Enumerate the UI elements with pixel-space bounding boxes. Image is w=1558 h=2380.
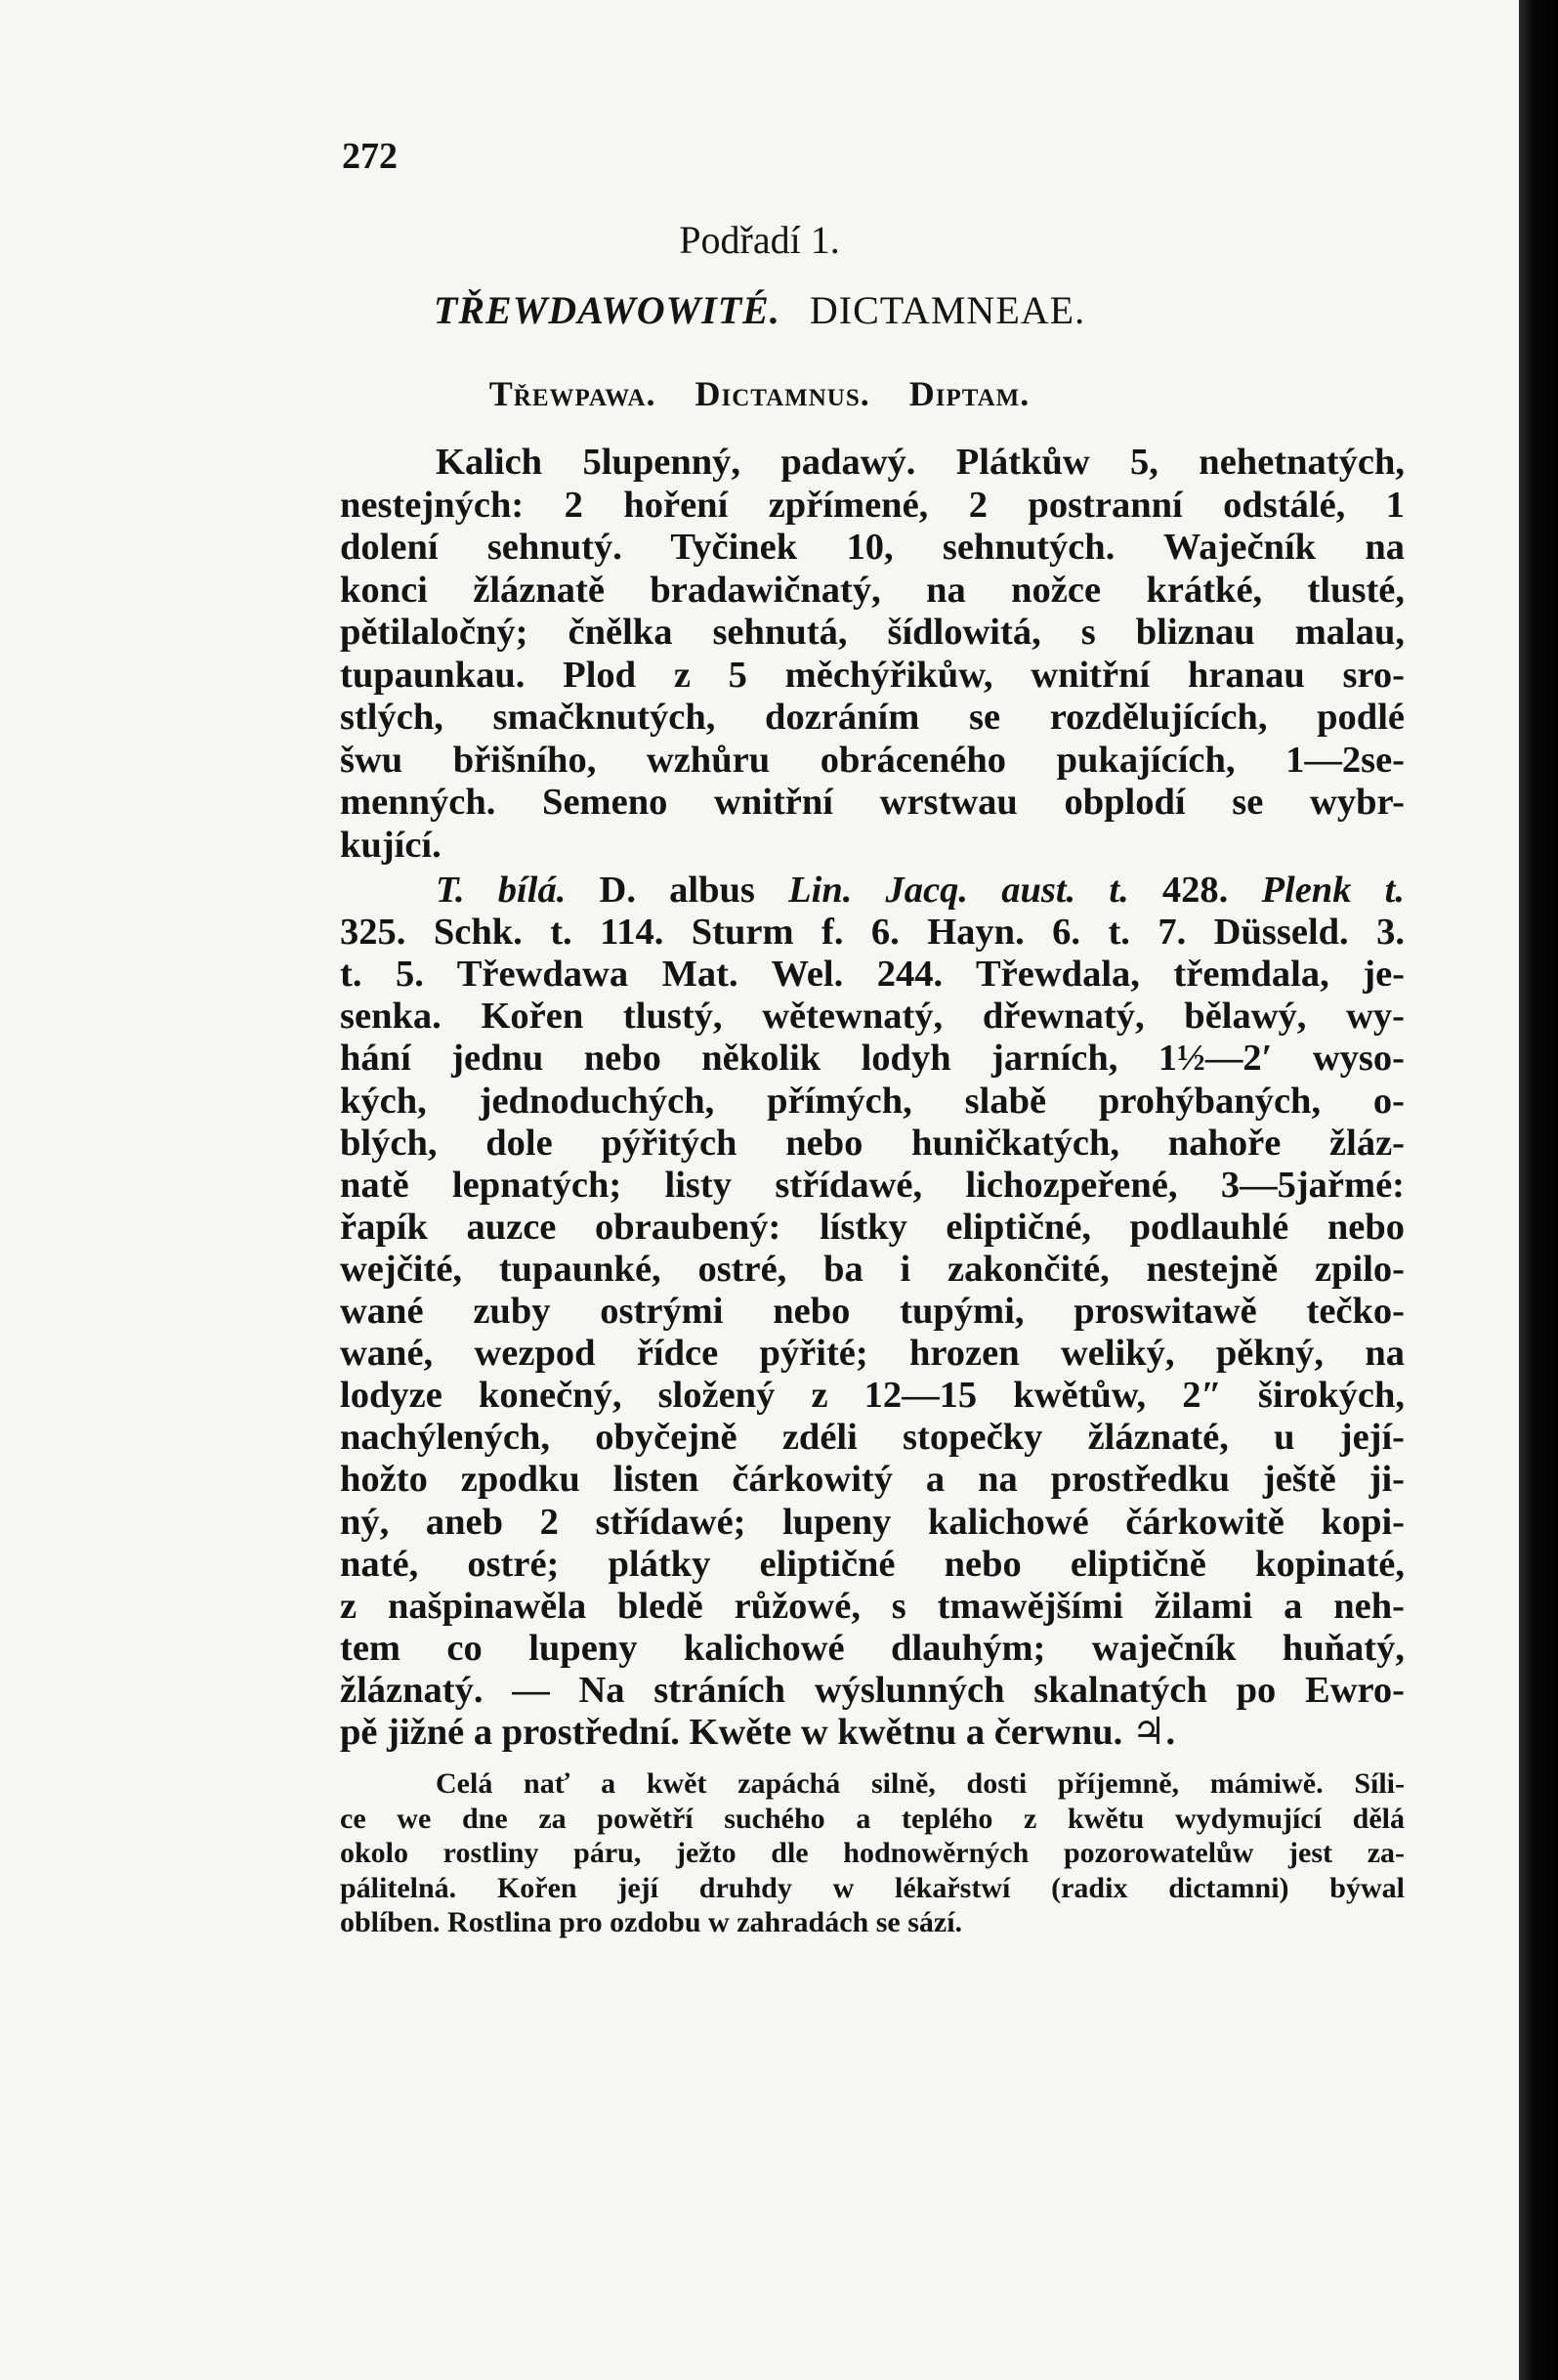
text-line: ný, aneb 2 střídawé; lupeny kalichowé čárkowitě kopi- [340,1501,1405,1543]
text-line: žláznatý. — Na stráních wýslunných skalnatých po Ewro- [340,1669,1405,1711]
text-line: senka. Kořen tlustý, wětewnatý, dřewnatý, bělawý, wy- [340,996,1405,1038]
text-line: menných. Semeno wnitřní wrstwau obplodí se wybr- [340,782,1405,823]
text-line: kující. [340,824,442,866]
text-line: wané zuby ostrými nebo tupými, proswitawě tečko- [340,1291,1405,1332]
text-line: naté, ostré; plátky eliptičné nebo eliptičně kopinaté, [340,1543,1405,1585]
text-line: dolení sehnutý. Tyčinek 10, sehnutých. Waječník na [340,527,1405,568]
text-line: wané, wezpod řídce pýřité; hrozen weliký, pěkný, na [340,1333,1405,1375]
text-line: řapík auzce obraubený: lístky eliptičné, podlauhlé nebo [340,1206,1405,1248]
text-line: tupaunkau. Plod z 5 měchýřikůw, wnitřní hranau sro- [340,654,1405,696]
note-line: Celá nať a kwět zapáchá silně, dosti příjemně, mámiwě. Síli- [436,1767,1405,1800]
note-line: okolo rostliny páru, ježto dle hodnowěrných pozorowatelůw jest za- [340,1837,1405,1869]
text-line: konci žláznatě bradawičnatý, na nožce krátké, tlusté, [340,569,1405,611]
genus-latin-name: Dictamnus. [695,374,870,413]
note-line: pálitelná. Kořen její druhdy w lékařstwí (radix dictamni) býwal [340,1871,1405,1904]
text-line: T. bílá. D. albus Lin. Jacq. aust. t. 428. Plenk t. [436,870,1405,911]
text-line: Kalich 5lupenný, padawý. Plátkůw 5, nehetnatých, [436,442,1405,483]
family-latin-name: DICTAMNEAE. [809,288,1086,332]
footnote [340,1766,1405,1942]
text-line: hání jednu nebo několik lodyh jarních, 1½—2′ wyso- [340,1038,1405,1080]
scan-edge [1519,0,1558,2380]
note-line: oblíben. Rostlina pro ozdobu w zahradách se sází. [340,1906,963,1938]
text-line: stlých, smačknutých, dozráním se rozdělujících, podlé [340,697,1405,738]
page-number: 272 [342,136,398,177]
text-line: hožto zpodku listen čárkowitý a na prostředku ještě ji- [340,1459,1405,1501]
order-heading: Podřadí 1. [679,218,840,262]
text-line: kých, jednoduchých, přímých, slabě prohýbaných, o- [340,1080,1405,1122]
text-line: šwu břišního, wzhůru obráceného pukajících, 1—2se- [340,739,1405,781]
text-line: wejčité, tupaunké, ostré, ba i zakončité, nestejně zpilo- [340,1248,1405,1290]
text-line: tem co lupeny kalichowé dlauhým; waječník huňatý, [340,1627,1405,1669]
text-line: pě jižné a prostřední. Kwěte w kwětnu a čerwnu. ♃. [340,1712,1176,1753]
text-line: blých, dole pýřitých nebo huničkatých, nahoře žláz- [340,1122,1405,1164]
text-line: pětilaločný; čnělka sehnutá, šídlowitá, s bliznau malau, [340,612,1405,653]
text-line: z našpinawěla bledě růžowé, s tmawějšími žilami a neh- [340,1585,1405,1627]
family-czech-name: TŘEWDAWOWITÉ. [433,288,780,332]
family-heading [0,287,1519,333]
text-line: natě lepnatých; listy střídawé, lichozpeřené, 3—5jařmé: [340,1164,1405,1206]
text-line: nachýlených, obyčejně zdéli stopečky žláznaté, u její- [340,1417,1405,1459]
species-description [340,870,1405,1754]
text-line: t. 5. Třewdawa Mat. Wel. 244. Třewdala, třemdala, je- [340,954,1405,996]
genus-description [340,442,1405,871]
note-line: ce we dne za powětří suchého a teplého z kwětu wydymující dělá [340,1802,1405,1835]
genus-czech-name: Třewpawa. [488,374,656,413]
text-line: 325. Schk. t. 114. Sturm f. 6. Hayn. 6. t. 7. Düsseld. 3. [340,912,1405,954]
genus-german-name: Diptam. [908,374,1031,413]
text-line: lodyze konečný, složený z 12—15 kwětůw, 2″ širokých, [340,1375,1405,1417]
text-line: nestejných: 2 hoření zpřímené, 2 postranní odstálé, 1 [340,484,1405,526]
genus-heading [0,373,1519,414]
